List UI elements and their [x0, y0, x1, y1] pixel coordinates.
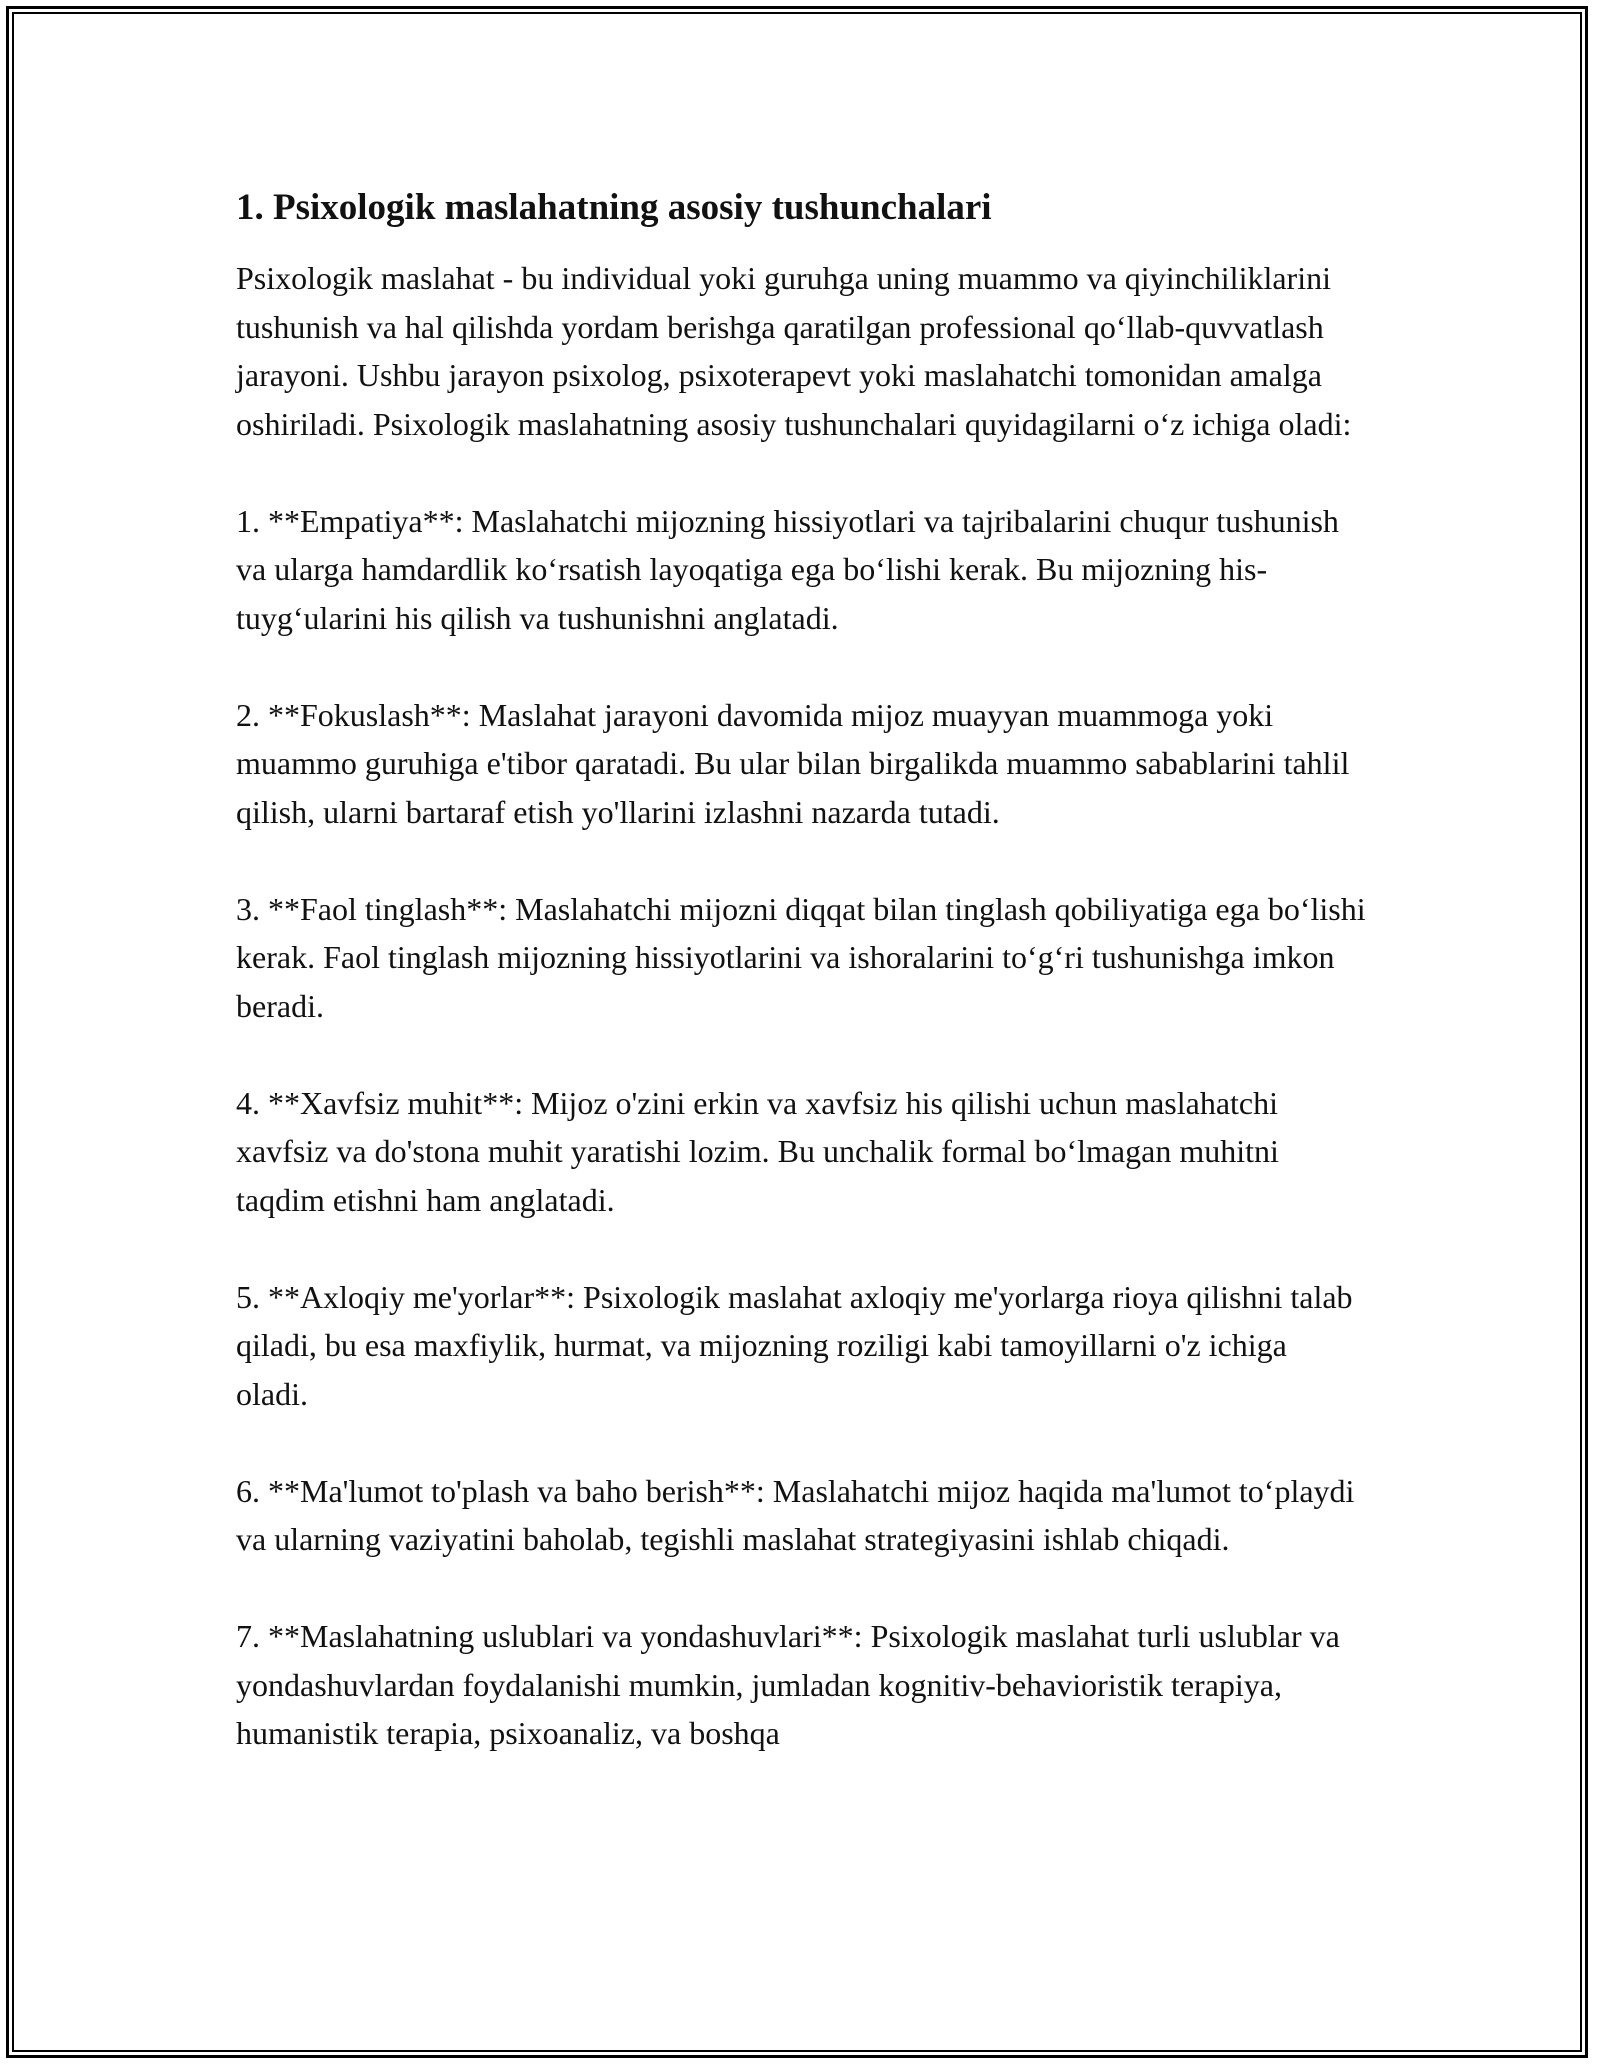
list-item-axloqiy-meyorlar: 5. **Axloqiy me'yorlar**: Psixologik maslahat axloqiy me'yorlarga rioya qilishni talab qiladi, bu esa maxfiylik, hurmat, va mijozning roziligi kabi tamoyillarni o'z ichiga oladi.: [236, 1278, 1353, 1412]
list-item-faol-tinglash: 3. **Faol tinglash**: Maslahatchi mijozni diqqat bilan tinglash qobiliyatiga ega bo‘lishi kerak. Faol tinglash mijozning hissiyotlarini va ishoralarini to‘g‘ri tushunishga imkon beradi.: [236, 890, 1366, 1024]
list-item-uslublar: 7. **Maslahatning uslublari va yondashuvlari**: Psixologik maslahat turli uslublar va yondashuvlardan foydalanishi mumkin, jumladan kognitiv-behavioristik terapiya, humanistik terapia, psixoanaliz, va boshqa: [236, 1618, 1340, 1752]
document-body: [236, 186, 1366, 1806]
intro-paragraph: Psixologik maslahat - bu individual yoki guruhga uning muammo va qiyinchiliklarini tushunish va hal qilishda yordam berishga qaratilgan professional qo‘llab-quvvatlash jarayoni. Ushbu jarayon psixolog, psixoterapevt yoki maslahatchi tomonidan amalga oshiriladi. Psixologik maslahatning asosiy tushunchalari quyidagilarni o‘z ichiga oladi:: [236, 260, 1352, 442]
document-heading: 1. Psixologik maslahatning asosiy tushunchalari: [236, 187, 992, 228]
list-item-xavfsiz-muhit: 4. **Xavfsiz muhit**: Mijoz o'zini erkin va xavfsiz his qilishi uchun maslahatchi xavfsiz va do'stona muhit yaratishi lozim. Bu unchalik formal bo‘lmagan muhitni taqdim etishni ham anglatadi.: [236, 1084, 1279, 1218]
list-item-empatiya: 1. **Empatiya**: Maslahatchi mijozning hissiyotlari va tajribalarini chuqur tushunish va ularga hamdardlik ko‘rsatish layoqatiga ega bo‘lishi kerak. Bu mijozning his-tuyg‘ularini his qilish va tushunishni anglatadi.: [236, 502, 1339, 636]
list-item-fokuslash: 2. **Fokuslash**: Maslahat jarayoni davomida mijoz muayyan muammoga yoki muammo guruhiga e'tibor qaratadi. Bu ular bilan birgalikda muammo sabablarini tahlil qilish, ularni bartaraf etish yo'llarini izlashni nazarda tutadi.: [236, 696, 1350, 830]
list-item-malumot-toplash: 6. **Ma'lumot to'plash va baho berish**: Maslahatchi mijoz haqida ma'lumot to‘playdi va ularning vaziyatini baholab, tegishli maslahat strategiyasini ishlab chiqadi.: [236, 1472, 1355, 1558]
